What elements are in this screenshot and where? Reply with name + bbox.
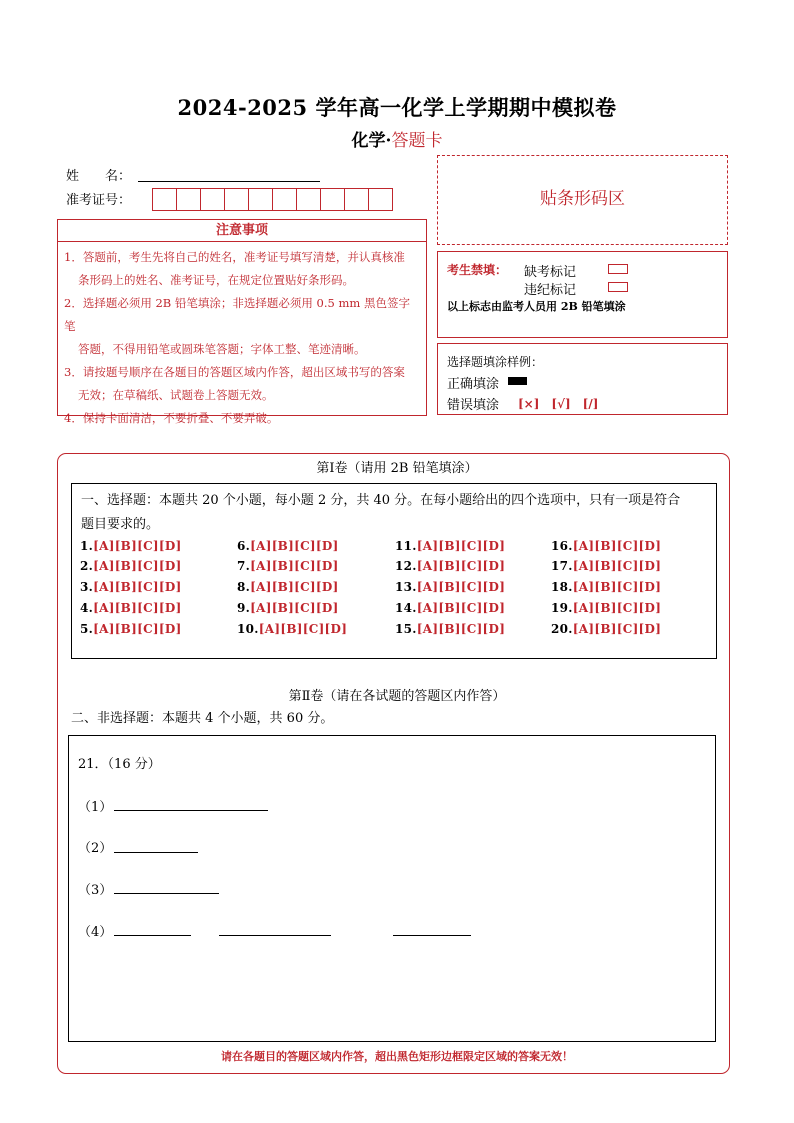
mcq-answer-row[interactable]: 16.[A][B][C][D]: [551, 539, 662, 553]
id-digit-box[interactable]: [296, 188, 321, 211]
name-label: 姓 名：: [66, 169, 132, 184]
mcq-answer-row[interactable]: 20.[A][B][C][D]: [551, 622, 662, 636]
section1-title: 第Ⅰ卷（请用 2B 铅笔填涂）: [316, 461, 478, 476]
mcq-answer-row[interactable]: 10.[A][B][C][D]: [237, 622, 348, 636]
correct-fill-mark: [508, 377, 527, 385]
subtitle-subject: 化学·: [351, 131, 392, 151]
mcq-answer-row[interactable]: 14.[A][B][C][D]: [395, 601, 506, 615]
id-digit-box[interactable]: [368, 188, 393, 211]
notice-item: 3．请按题号顺序在各题目的答题区域内作答，超出区域书写的答案 无效；在草稿纸、试题卷上答题无效。: [64, 365, 405, 402]
absent-mark-box[interactable]: [608, 264, 628, 274]
mcq-answer-row[interactable]: 7.[A][B][C][D]: [237, 559, 339, 573]
footer-warning: 请在各题目的答题区域内作答，超出黑色矩形边框限定区域的答案无效！: [221, 1050, 573, 1063]
answer-line[interactable]: [393, 934, 471, 936]
mcq-answer-row[interactable]: 11.[A][B][C][D]: [395, 539, 506, 553]
notice-body: [57, 242, 427, 425]
mcq-answer-row[interactable]: 1.[A][B][C][D]: [80, 539, 182, 553]
proctor-marks-box: [437, 251, 728, 338]
fill-sample-title: 选择题填涂样例：: [447, 355, 544, 369]
name-field[interactable]: [138, 180, 320, 182]
violation-mark-label: 违纪标记: [524, 283, 577, 298]
id-digit-box[interactable]: [272, 188, 297, 211]
mcq-answer-row[interactable]: 13.[A][B][C][D]: [395, 580, 506, 594]
id-number-boxes[interactable]: [152, 188, 392, 211]
mcq-answer-row[interactable]: 3.[A][B][C][D]: [80, 580, 182, 594]
part-label: （4）: [78, 925, 113, 940]
violation-mark-box[interactable]: [608, 282, 628, 292]
answer-line[interactable]: [114, 892, 219, 894]
section2-intro: 二、非选择题：本题共 4 个小题，共 60 分。: [71, 711, 334, 726]
mcq-answer-row[interactable]: 12.[A][B][C][D]: [395, 559, 506, 573]
id-digit-box[interactable]: [248, 188, 273, 211]
notice-heading: 注意事项: [57, 219, 427, 242]
mcq-answer-row[interactable]: 6.[A][B][C][D]: [237, 539, 339, 553]
mcq-intro: 一、选择题：本题共 20 个小题，每小题 2 分，共 40 分。在每小题给出的四个选项中，只有一项是符合 题目要求的。: [81, 493, 681, 532]
mcq-answer-row[interactable]: 15.[A][B][C][D]: [395, 622, 506, 636]
mcq-answer-row[interactable]: 8.[A][B][C][D]: [237, 580, 339, 594]
mcq-answer-row[interactable]: 17.[A][B][C][D]: [551, 559, 662, 573]
fill-sample-box: [437, 343, 728, 415]
mcq-answer-row[interactable]: 19.[A][B][C][D]: [551, 601, 662, 615]
id-label: 准考证号：: [66, 193, 132, 208]
id-digit-box[interactable]: [224, 188, 249, 211]
id-digit-box[interactable]: [200, 188, 225, 211]
part-label: （3）: [78, 883, 113, 898]
id-digit-box[interactable]: [152, 188, 177, 211]
page-subtitle: [0, 126, 794, 151]
wrong-fill-marks: [×] [√] [/]: [518, 397, 599, 411]
id-digit-box[interactable]: [176, 188, 201, 211]
page-title: 2024-2025 学年高一化学上学期期中模拟卷: [177, 95, 617, 120]
answer-line[interactable]: [114, 809, 268, 811]
notice-item: 2．选择题必须用 2B 铅笔填涂；非选择题必须用 0.5 mm 黑色签字笔 答题，不得用铅笔或圆珠笔答题；字体工整、笔迹清晰。: [64, 296, 410, 356]
absent-mark-label: 缺考标记: [524, 265, 577, 280]
mcq-answer-row[interactable]: 5.[A][B][C][D]: [80, 622, 182, 636]
part-label: （1）: [78, 800, 113, 815]
mcq-answer-row[interactable]: 9.[A][B][C][D]: [237, 601, 339, 615]
barcode-area: 贴条形码区: [437, 155, 728, 245]
subtitle-card: 答题卡: [391, 131, 443, 151]
part-label: （2）: [78, 841, 113, 856]
forbidden-note: 以上标志由监考人员用 2B 铅笔填涂: [447, 300, 626, 313]
mcq-answer-row[interactable]: 18.[A][B][C][D]: [551, 580, 662, 594]
forbidden-label: 考生禁填：: [447, 263, 508, 277]
answer-line[interactable]: [114, 851, 198, 853]
section2-title: 第Ⅱ卷（请在各试题的答题区内作答）: [288, 689, 506, 704]
mcq-answer-row[interactable]: 2.[A][B][C][D]: [80, 559, 182, 573]
correct-fill-label: 正确填涂: [447, 377, 500, 392]
answer-line[interactable]: [114, 934, 191, 936]
id-digit-box[interactable]: [320, 188, 345, 211]
notice-item: 4．保持卡面清洁，不要折叠、不要弄破。: [64, 411, 279, 425]
wrong-fill-label: 错误填涂: [447, 398, 500, 413]
question21-box: [68, 735, 716, 1042]
answer-line[interactable]: [219, 934, 331, 936]
question21-title: 21．（16 分）: [78, 757, 161, 772]
notice-item: 1．答题前，考生先将自己的姓名，准考证号填写清楚，并认真核准 条形码上的姓名、准考证号，在规定位置贴好条形码。: [64, 250, 405, 287]
mcq-answer-row[interactable]: 4.[A][B][C][D]: [80, 601, 182, 615]
id-digit-box[interactable]: [344, 188, 369, 211]
